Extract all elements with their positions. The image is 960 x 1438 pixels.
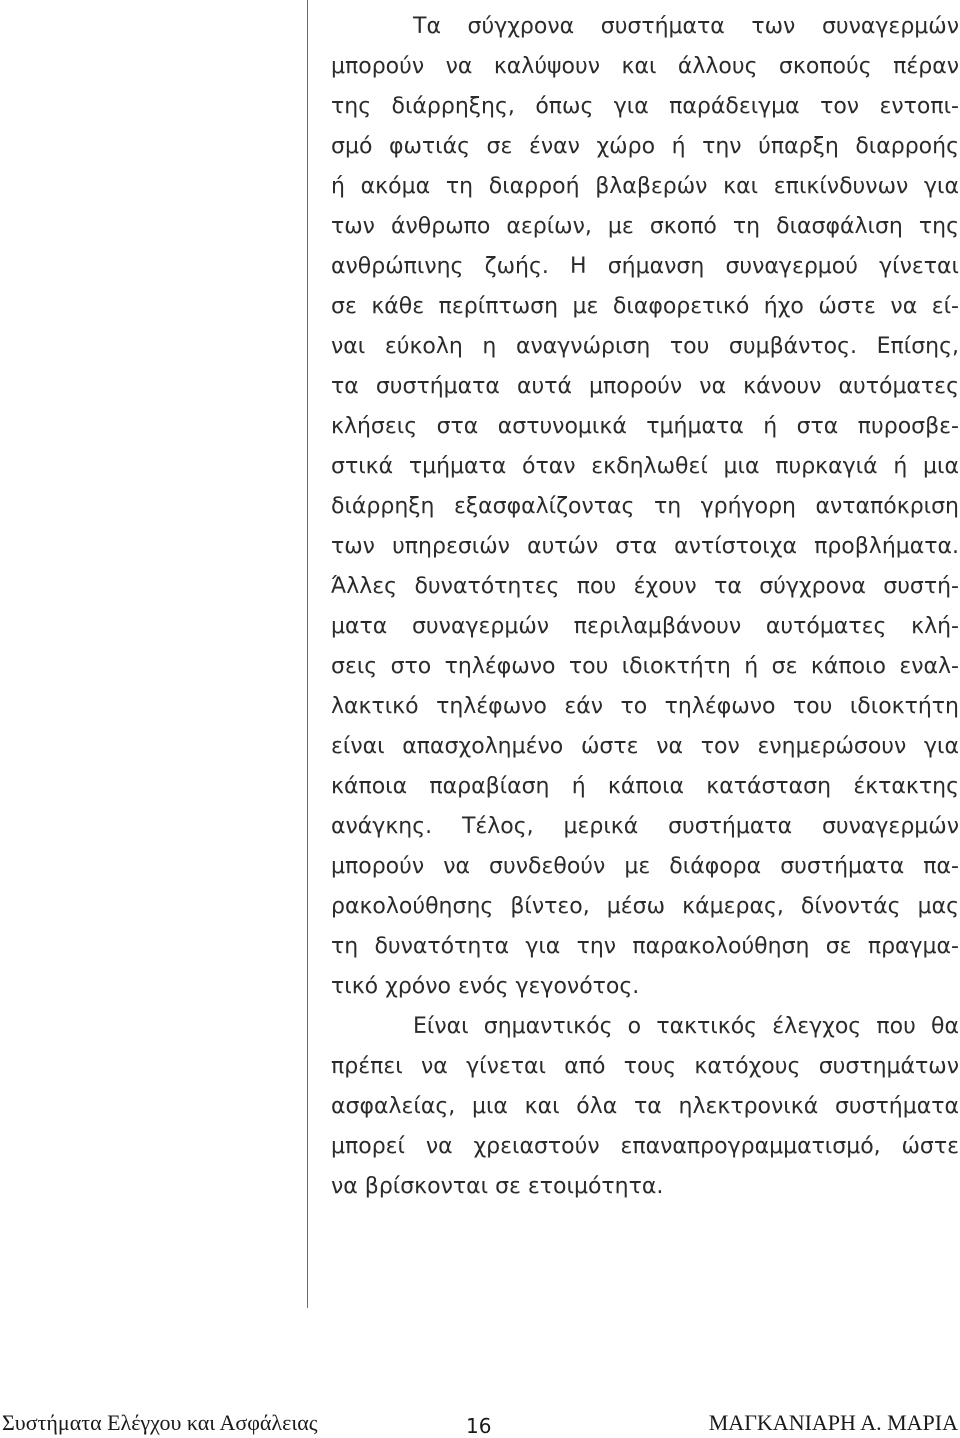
text-line: μπορούν να καλύψουν και άλλους σκοπούς πέραν xyxy=(331,54,959,79)
text-line: κλήσεις στα αστυνομικά τμήματα ή στα πυροσβε- xyxy=(331,414,959,439)
text-line: ματα συναγερμών περιλαμβάνουν αυτόματες κλή- xyxy=(331,614,959,639)
text-line: Τα σύγχρονα συστήματα των συναγερμών xyxy=(413,14,959,39)
text-line: μπορούν να συνδεθούν με διάφορα συστήματα πα- xyxy=(331,854,959,879)
text-line: τη δυνατότητα για την παρακολούθηση σε πραγμα- xyxy=(331,934,959,959)
text-line: σε κάθε περίπτωση με διαφορετικό ήχο ώστε να εί- xyxy=(331,294,959,319)
text-line: τικό χρόνο ενός γεγονότος. xyxy=(331,974,640,999)
text-line: ανάγκης. Τέλος, μερικά συστήματα συναγερμών xyxy=(331,814,959,839)
text-line: είναι απασχολημένο ώστε να τον ενημερώσουν για xyxy=(331,734,959,759)
text-line: σμό φωτιάς σε έναν χώρο ή την ύπαρξη διαρροής xyxy=(331,134,959,159)
text-line: ασφαλείας, μια και όλα τα ηλεκτρονικά συστήματα xyxy=(331,1094,959,1119)
text-line: ναι εύκολη η αναγνώριση του συμβάντος. Επίσης, xyxy=(331,334,959,359)
page-footer xyxy=(0,1404,960,1438)
text-line: Είναι σημαντικός ο τακτικός έλεγχος που θα xyxy=(413,1014,959,1039)
page-number: 16 xyxy=(466,1414,492,1438)
footer-title: Συστήματα Ελέγχου και Ασφάλειας xyxy=(2,1410,318,1435)
footer-author: ΜΑΓΚΑΝΙΑΡΗ Α. ΜΑΡΙΑ xyxy=(708,1410,958,1435)
text-line: σεις στο τηλέφωνο του ιδιοκτήτη ή σε κάποιο εναλ- xyxy=(331,654,959,679)
text-line: διάρρηξη εξασφαλίζοντας τη γρήγορη ανταπόκριση xyxy=(331,494,959,519)
text-line: στικά τμήματα όταν εκδηλωθεί μια πυρκαγιά ή μια xyxy=(331,454,959,479)
text-line: των άνθρωπο αερίων, με σκοπό τη διασφάλιση της xyxy=(331,214,959,239)
text-line: Άλλες δυνατότητες που έχουν τα σύγχρονα συστή- xyxy=(331,574,959,599)
text-line: της διάρρηξης, όπως για παράδειγμα τον εντοπι- xyxy=(331,94,959,119)
text-line: πρέπει να γίνεται από τους κατόχους συστημάτων xyxy=(331,1054,959,1079)
text-line: μπορεί να χρειαστούν επαναπρογραμματισμό, ώστε xyxy=(331,1134,959,1159)
text-line: ρακολούθησης βίντεο, μέσω κάμερας, δίνοντάς μας xyxy=(331,894,959,919)
text-line: λακτικό τηλέφωνο εάν το τηλέφωνο του ιδιοκτήτη xyxy=(331,694,959,719)
text-line: να βρίσκονται σε ετοιμότητα. xyxy=(331,1174,664,1199)
margin-rule xyxy=(307,0,308,1308)
text-line: ανθρώπινης ζωής. Η σήμανση συναγερμού γίνεται xyxy=(331,254,959,279)
text-line: ή ακόμα τη διαρροή βλαβερών και επικίνδυνων για xyxy=(331,174,959,199)
text-line: κάποια παραβίαση ή κάποια κατάσταση έκτακτης xyxy=(331,774,959,799)
text-line: των υπηρεσιών αυτών στα αντίστοιχα προβλήματα. xyxy=(331,534,959,559)
text-line: τα συστήματα αυτά μπορούν να κάνουν αυτόματες xyxy=(331,374,959,399)
